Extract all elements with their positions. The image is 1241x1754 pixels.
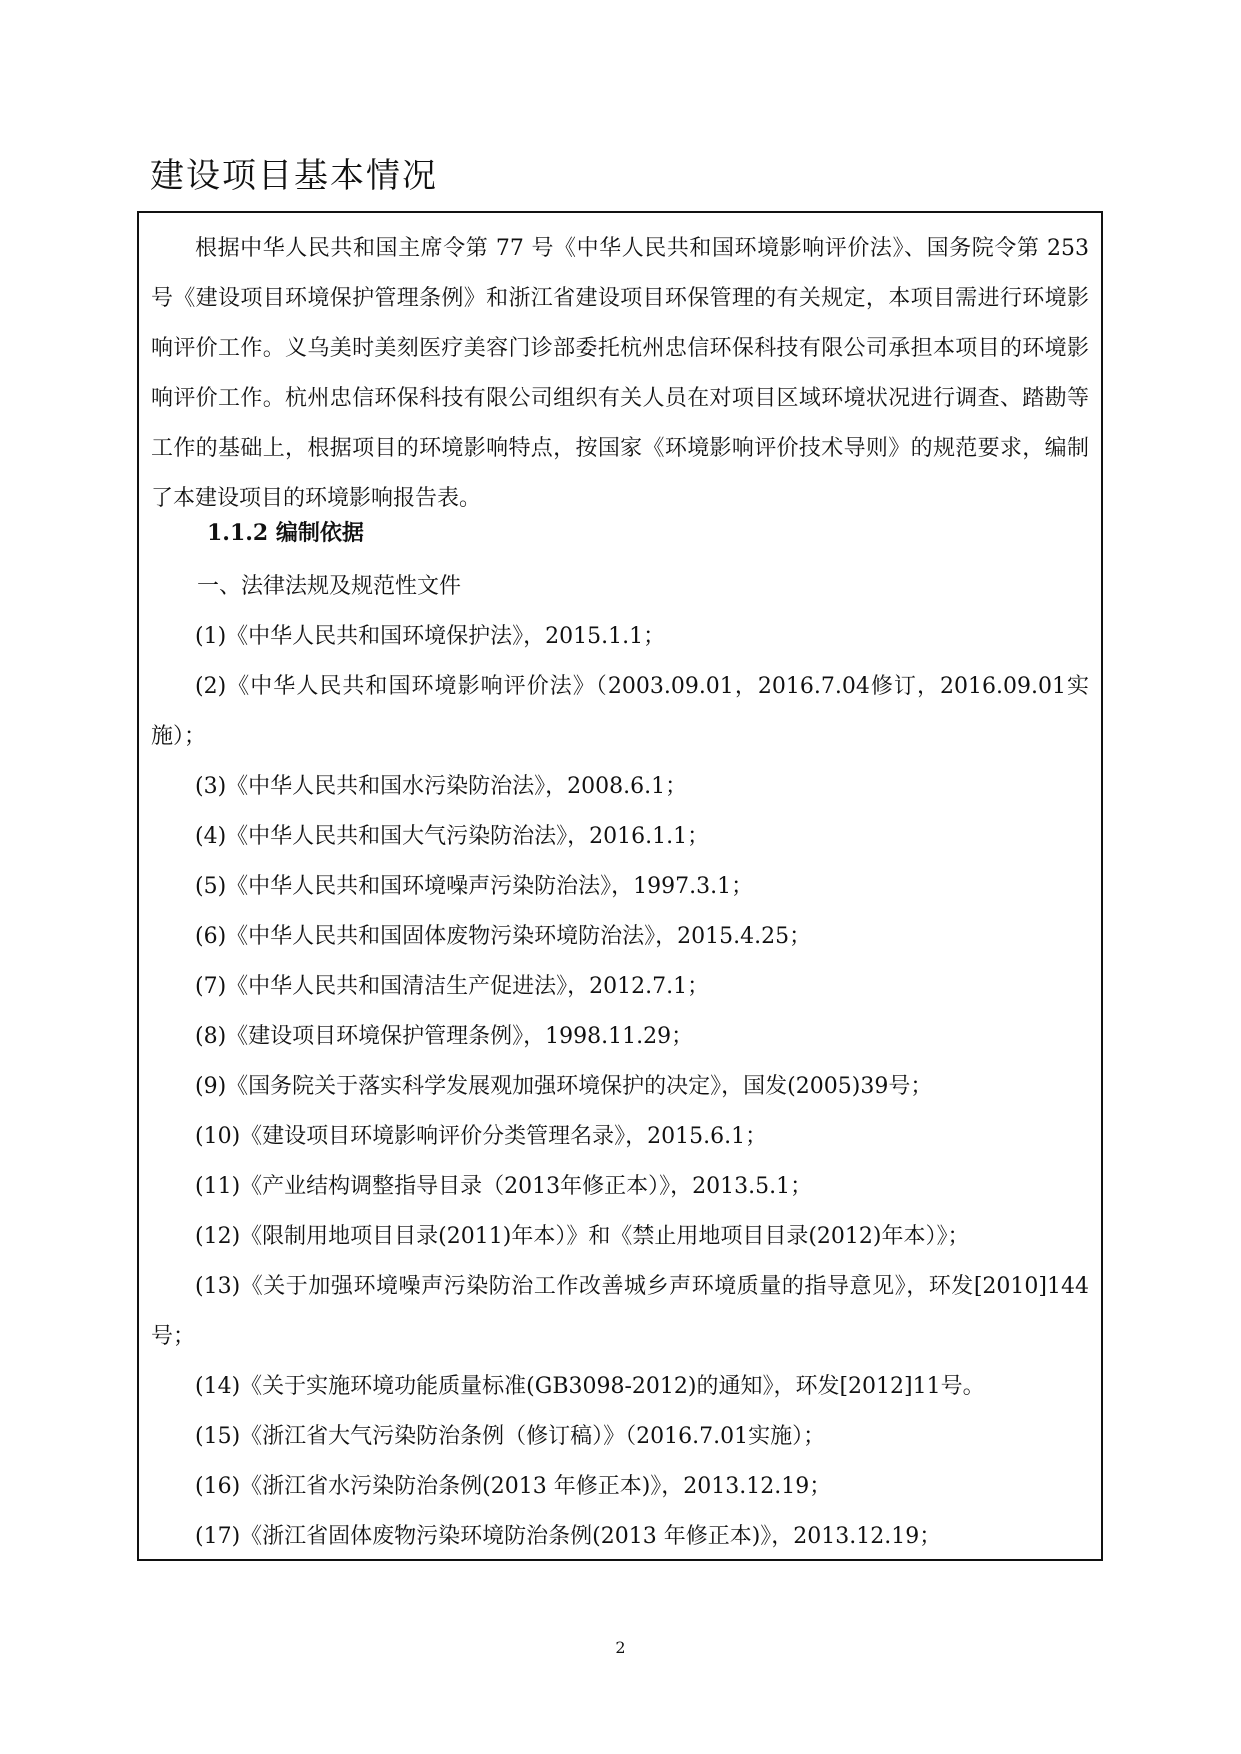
law-item: (4)《中华人民共和国大气污染防治法》，2016.1.1； — [195, 824, 710, 849]
law-item: (11)《产业结构调整指导目录（2013年修正本）》，2013.5.1； — [195, 1174, 813, 1199]
law-item: (1)《中华人民共和国环境保护法》，2015.1.1； — [195, 624, 666, 649]
subheading-basis: 1.1.2 编制依据 — [207, 520, 364, 546]
law-item: (14)《关于实施环境功能质量标准(GB3098-2012)的通知》，环发[2012]11号。 — [195, 1374, 985, 1399]
law-list — [151, 612, 1089, 1562]
law-item: (9)《国务院关于落实科学发展观加强环境保护的决定》，国发(2005)39号； — [195, 1074, 933, 1099]
intro-paragraph: 根据中华人民共和国主席令第 77 号《中华人民共和国环境影响评价法》、国务院令第 253 号《建设项目环境保护管理条例》和浙江省建设项目环保管理的有关规定，本项目需进行环境影响评价工作。义乌美时美刻医疗美容门诊部委托杭州忠信环保科技有限公司承担本项目的环境影响评价工作。杭州忠信环保科技有限公司组织有关人员在对项目区域环境状况进行调查、踏勘等工作的基础上，根据项目的环境影响特点，按国家《环境影响评价技术导则》的规范要求，编制了本建设项目的环境影响报告表。 — [151, 236, 1089, 511]
law-item: (10)《建设项目环境影响评价分类管理名录》，2015.6.1； — [195, 1124, 768, 1149]
law-item: (6)《中华人民共和国固体废物污染环境防治法》，2015.4.25； — [195, 924, 812, 949]
content-frame — [137, 211, 1103, 1561]
law-item: (12)《限制用地项目目录(2011)年本）》和《禁止用地项目目录(2012)年本）》； — [195, 1224, 970, 1249]
law-item: (13)《关于加强环境噪声污染防治工作改善城乡声环境质量的指导意见》，环发[2010]144号； — [151, 1274, 1089, 1349]
law-item: (2)《中华人民共和国环境影响评价法》（2003.09.01，2016.7.04修订，2016.09.01实施）； — [151, 674, 1089, 749]
law-item: (15)《浙江省大气污染防治条例（修订稿）》（2016.7.01实施）； — [195, 1424, 826, 1449]
law-item: (8)《建设项目环境保护管理条例》，1998.11.29； — [195, 1024, 694, 1049]
section-title: 建设项目基本情况 — [150, 156, 438, 196]
law-item: (16)《浙江省水污染防治条例(2013 年修正本)》，2013.12.19； — [195, 1474, 832, 1499]
law-item: (17)《浙江省固体废物污染环境防治条例(2013 年修正本)》，2013.12.19； — [195, 1524, 942, 1549]
page-number: 2 — [615, 1638, 626, 1657]
law-item: (7)《中华人民共和国清洁生产促进法》，2012.7.1； — [195, 974, 710, 999]
law-item: (3)《中华人民共和国水污染防治法》，2008.6.1； — [195, 774, 688, 799]
law-item: (5)《中华人民共和国环境噪声污染防治法》，1997.3.1； — [195, 874, 754, 899]
law-list-heading: 一、法律法规及规范性文件 — [197, 574, 462, 599]
